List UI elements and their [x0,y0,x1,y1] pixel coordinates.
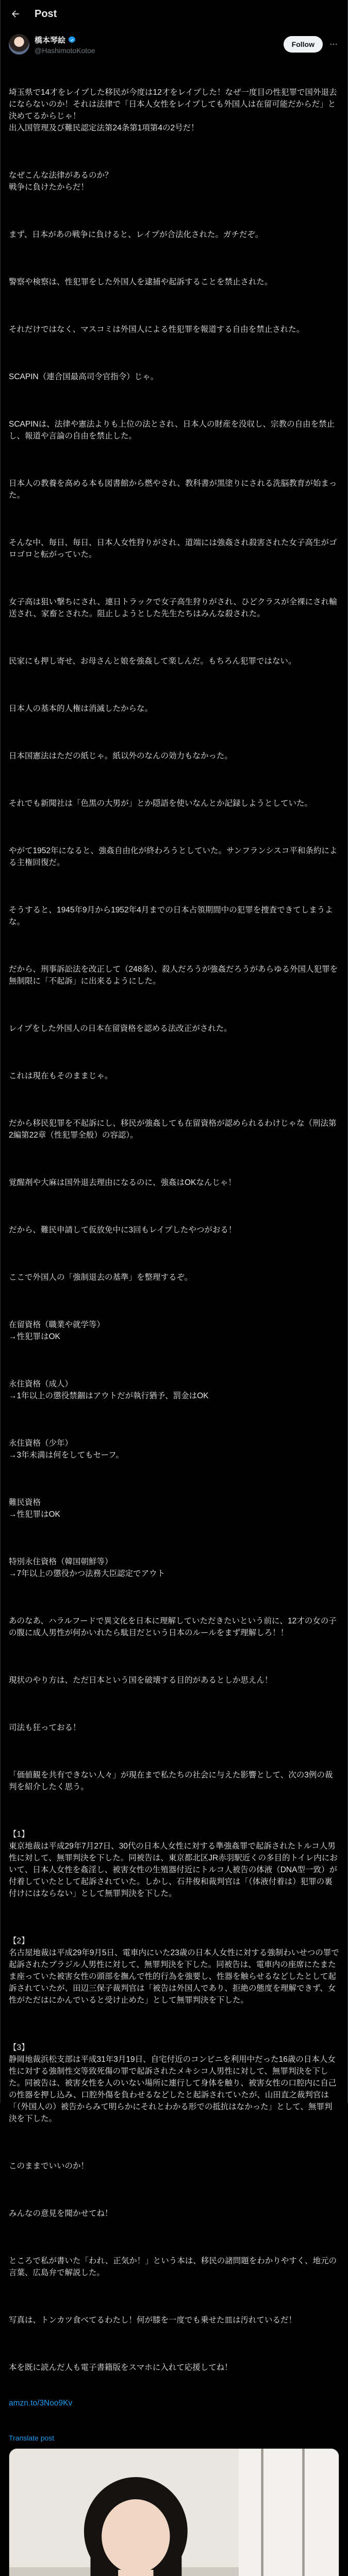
post-paragraph: なぜこんな法律があるのか？ 戦争に負けたからだ！ [9,171,113,192]
post-paragraph: ここで外国人の「強制退去の基準」を整理するぞ。 [9,1273,193,1282]
post-paragraph: だから、難民申請して仮放免中に3回もレイプしたやつがおる！ [9,1226,237,1234]
post-paragraph: 永住資格（成人） →1年以上の懲役禁錮はアウトだが執行猶予、罰金はOK [9,1380,209,1400]
post-paragraph: 覚醒剤や大麻は国外退去理由になるのに、強姦はOKなんじゃ！ [9,1178,236,1187]
post-paragraph: 日本人の教養を高める本も図書館から燃やされ、教科書が黒塗りにされる洗脳教育が始まった。 [9,479,337,500]
post-paragraph: このままでいいのか！ [9,2162,89,2171]
post-paragraph: 【3】 静岡地裁浜松支部は平成31年3月19日、自宅付近のコンビニを利用中だった16歳の日本人女性に対する強制性交等致死傷の罪で起訴されたメキシコ人男性に対して、無罪判決を下した。同被告は、被害女性を人のいない場所に連行して身体を触り、被害女性の口腔内に自己の性器を押し込み、口腔外傷を負わせるなどしたと起訴されていたが、山田直之裁判官は「（外国人の）被告からみて明らかにそれとわかる形での抵抗はなかった」として、無罪判決を下した。 [9,2043,337,2123]
post-paragraph: 女子高は狙い撃ちにされ、連日トラックで女子高生狩りがされ、ひどクラスが全裸にされ輸送され、家畜とされた。阻止しようとした先生たちはみんな殺された。 [9,598,337,618]
translate-post-link[interactable]: Translate post [9,2434,55,2442]
author-handle[interactable]: @HashimotoKotoe [35,46,95,55]
back-arrow-icon[interactable] [10,8,21,20]
photo-illustration [9,2449,339,2576]
post-paragraph: これは現在もそのままじゃ。 [9,1072,113,1080]
post-paragraph: だから移民犯罪を不起訴にし、移民が強姦しても在留資格が認められるわけじゃな（刑法第2編第22章（性犯罪全般）の容認）。 [9,1119,337,1140]
post-paragraph: そんな中、毎日、毎日、日本人女性狩りがされ、道端には強姦され殺害された女子高生がゴロゴロと転がっていた。 [9,538,337,559]
post-paragraph: 難民資格 →性犯罪はOK [9,1498,60,1519]
post-body [1,59,347,2433]
post-paragraph: そうすると、1945年9月から1952年4月までの日本占領期間中の犯罪を捜査できてしまうよな。 [9,906,333,926]
post-paragraph: あのなあ、ハラルフードで異文化を日本に理解していただきたいという前に、12才の女の子の腹に成人男性が何かいれたら駄目だという日本のルールをまず理解しろ！！ [9,1617,337,1637]
page-title: Post [35,8,57,20]
post-paragraph: やがて1952年になると、強姦自由化が終わろうとしていた。サンフランシスコ平和条約による主権回復だ。 [9,846,338,867]
top-bar [1,0,347,28]
post-paragraph: 永住資格（少年） →3年未満は何をしてもセーフ。 [9,1439,124,1460]
post-paragraph: だから、刑事訴訟法を改正して（248条）、殺人だろうが強姦だろうがあらゆる外国人犯罪を無制限に「不起訴」に出来るようにした。 [9,965,338,986]
post-paragraph: まず、日本があの戦争に負けると、レイプが合法化された。ガチだぞ。 [9,230,263,239]
post-paragraph: それでも新聞社は「色黒の大男が」とか隠語を使いなんとか記録しようとしていた。 [9,799,313,808]
post-paragraph: みんなの意見を聞かせてね！ [9,2209,113,2218]
author-info [35,35,284,55]
post-paragraph: 【1】 東京地裁は平成29年7月27日、30代の日本人女性に対する準強姦罪で起訴されたトルコ人男性に対して、無罪判決を下した。同被告は、東京都北区JR赤羽駅近くの多目的トイレ内において、日本人女性を姦淫し、被害女性の生殖器付近にトルコ人被告の体液（DNA型一致）が付着していたとして起訴されていた。しかし、石井俊和裁判官は「（体液付着は）犯罪の裏付けにはならない」として無罪判決を下した。 [9,1830,338,1898]
author-name[interactable]: 橋本琴絵 [35,36,66,45]
verified-badge-icon [68,36,76,44]
post-paragraph: 司法も狂っておる！ [9,1723,81,1732]
post-paragraph: 日本人の基本的人権は消滅したからな。 [9,704,153,713]
follow-button[interactable]: Follow [284,36,323,53]
post-photo[interactable] [9,2448,339,2576]
post-paragraph: 警察や検察は、性犯罪をした外国人を逮捕や起訴することを禁止された。 [9,278,273,286]
post-paragraph: 本を既に読んだ人も電子書籍版をスマホに入れて応援してね！ [9,2363,233,2372]
post-paragraph: レイプをした外国人の日本在留資格を認める法改正がされた。 [9,1024,232,1033]
post-paragraph: 特別永住資格（韓国朝鮮等） →7年以上の懲役かつ法務大臣認定でアウト [9,1557,165,1578]
post-paragraph: 民家にも押し寄せ、お母さんと娘を強姦して楽しんだ。もちろん犯罪ではない。 [9,657,296,666]
avatar[interactable] [9,34,29,55]
post-paragraph: それだけではなく、マスコミは外国人による性犯罪を報道する自由を禁止された。 [9,325,305,334]
post-paragraph: SCAPINは、法律や憲法よりも上位の法とされ、日本人の財産を没収し、宗教の自由を禁止し、報道や言論の自由を禁止した。 [9,420,335,440]
more-options-icon[interactable] [328,39,339,50]
author-row [1,28,347,59]
post-paragraph: ところで私が書いた「われ、正気か！」という本は、移民の諸問題をわかりやすく、地元の言葉、広島弁で解説した。 [9,2257,337,2277]
post-paragraph: SCAPIN（連合国最高司令官指令）じゃ。 [9,372,159,381]
post-paragraph: 在留資格（職業や就学等） →性犯罪はOK [9,1320,105,1341]
post-paragraph: 埼玉県で14才をレイプした移民が今度は12才をレイプした！なぜ一度目の性犯罪で国外退去にならないのか！それは法律で「日本人女性をレイプしても外国人は在留可能だからだ」と決めてるからじゃ！ 出入国管理及び難民認定法第24条第1項第4の2号だ！ [9,88,337,132]
post-paragraph: 日本国憲法はただの紙じゃ。紙以外のなんの効力もなかった。 [9,752,233,760]
post-paragraph: 現状のやり方は、ただ日本という国を破壊する目的があるとしか思えん！ [9,1676,273,1685]
amazon-link[interactable]: amzn.to/3Noo9Kv [9,2399,73,2408]
post-paragraph: 【2】 名古屋地裁は平成29年9月5日、電車内にいた23歳の日本人女性に対する強制わいせつの罪で起訴されたブラジル人男性に対して、無罪判決を下した。同被告は、電車内の座席にたまたま座っていた被害女性の頭部を撫んで性的行為を強要し、性器を触らせるなどしたとして起訴されていたが、田辺三保子裁判官は「被告は外国人であり、拒絶の態度を理解できず、女性がただはにかんでいると受け止めた」として無罪判決を下した。 [9,1937,339,2005]
author-name-row [35,35,284,45]
post-paragraph: 「価値観を共有できない人々」が現在まで私たちの社会に与えた影響として、次の3例の裁判を紹介したく思う。 [9,1771,333,1791]
post-paragraph: 写真は、トンカツ食べてるわたし！何が膝を一度でも乗せた皿は汚れているだ！ [9,2316,297,2325]
